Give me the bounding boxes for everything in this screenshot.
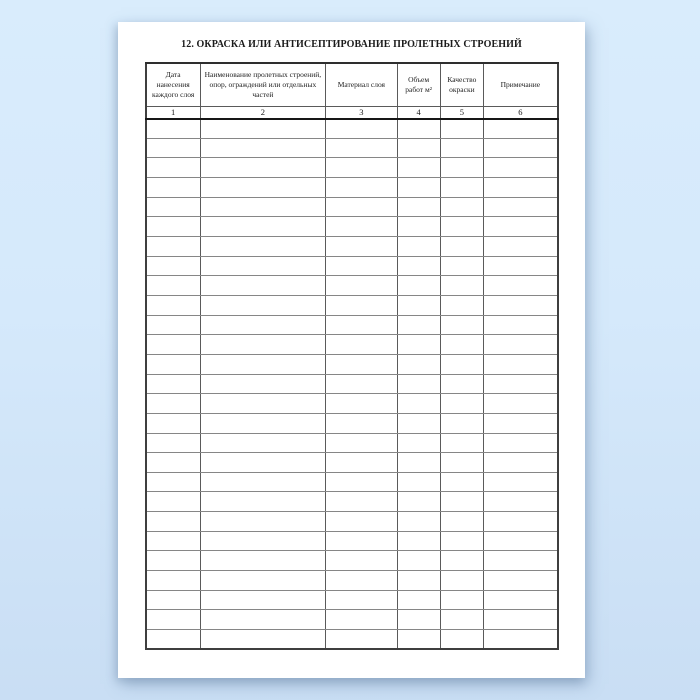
table-row — [146, 295, 558, 315]
empty-cell-layer-material — [326, 177, 398, 197]
empty-cell-date — [146, 472, 201, 492]
empty-cell-date — [146, 256, 201, 276]
empty-cell-date — [146, 374, 201, 394]
empty-cell-structure-name — [200, 472, 325, 492]
empty-cell-structure-name — [200, 374, 325, 394]
empty-cell-work-volume — [397, 236, 440, 256]
empty-cell-work-volume — [397, 492, 440, 512]
empty-cell-note — [484, 276, 558, 296]
empty-cell-work-volume — [397, 315, 440, 335]
table-header-row — [146, 63, 558, 106]
empty-cell-date — [146, 590, 201, 610]
empty-cell-work-volume — [397, 354, 440, 374]
empty-cell-date — [146, 433, 201, 453]
empty-cell-layer-material — [326, 531, 398, 551]
empty-cell-paint-quality — [440, 453, 484, 473]
empty-cell-date — [146, 453, 201, 473]
empty-cell-structure-name — [200, 335, 325, 355]
empty-cell-layer-material — [326, 158, 398, 178]
empty-cell-paint-quality — [440, 590, 484, 610]
empty-cell-paint-quality — [440, 531, 484, 551]
empty-cell-structure-name — [200, 276, 325, 296]
empty-cell-note — [484, 394, 558, 414]
table-row — [146, 276, 558, 296]
empty-cell-date — [146, 354, 201, 374]
empty-cell-work-volume — [397, 276, 440, 296]
table-row — [146, 394, 558, 414]
empty-cell-note — [484, 433, 558, 453]
empty-cell-date — [146, 335, 201, 355]
empty-cell-layer-material — [326, 138, 398, 158]
empty-cell-work-volume — [397, 512, 440, 532]
empty-cell-layer-material — [326, 374, 398, 394]
empty-cell-date — [146, 531, 201, 551]
column-number-row — [146, 106, 558, 119]
column-header-work-volume: Объем работ м² — [397, 63, 440, 106]
painting-log-table — [145, 62, 559, 650]
empty-cell-layer-material — [326, 217, 398, 237]
empty-cell-layer-material — [326, 236, 398, 256]
empty-cell-work-volume — [397, 453, 440, 473]
empty-cell-layer-material — [326, 590, 398, 610]
empty-cell-structure-name — [200, 571, 325, 591]
empty-cell-structure-name — [200, 236, 325, 256]
empty-cell-work-volume — [397, 335, 440, 355]
empty-cell-date — [146, 512, 201, 532]
empty-cell-note — [484, 256, 558, 276]
empty-cell-work-volume — [397, 138, 440, 158]
section-title: 12. ОКРАСКА ИЛИ АНТИСЕПТИРОВАНИЕ ПРОЛЕТНЫХ СТРОЕНИЙ — [181, 39, 522, 50]
empty-cell-note — [484, 472, 558, 492]
empty-cell-paint-quality — [440, 354, 484, 374]
empty-cell-layer-material — [326, 512, 398, 532]
empty-cell-note — [484, 335, 558, 355]
table-row — [146, 236, 558, 256]
empty-cell-date — [146, 394, 201, 414]
empty-cell-structure-name — [200, 551, 325, 571]
empty-cell-paint-quality — [440, 394, 484, 414]
empty-cell-layer-material — [326, 433, 398, 453]
empty-cell-work-volume — [397, 531, 440, 551]
empty-cell-paint-quality — [440, 512, 484, 532]
empty-cell-layer-material — [326, 492, 398, 512]
empty-cell-structure-name — [200, 138, 325, 158]
empty-cell-structure-name — [200, 197, 325, 217]
empty-cell-layer-material — [326, 119, 398, 139]
table-row — [146, 610, 558, 630]
empty-cell-paint-quality — [440, 630, 484, 650]
table-row — [146, 433, 558, 453]
empty-cell-paint-quality — [440, 158, 484, 178]
empty-cell-date — [146, 492, 201, 512]
table-row — [146, 571, 558, 591]
empty-cell-date — [146, 197, 201, 217]
empty-cell-paint-quality — [440, 413, 484, 433]
empty-cell-paint-quality — [440, 433, 484, 453]
empty-cell-date — [146, 630, 201, 650]
empty-cell-date — [146, 177, 201, 197]
table-row — [146, 256, 558, 276]
empty-cell-structure-name — [200, 295, 325, 315]
column-number-structure-name: 2 — [200, 106, 325, 119]
empty-cell-date — [146, 610, 201, 630]
empty-cell-date — [146, 236, 201, 256]
empty-cell-structure-name — [200, 394, 325, 414]
table-row — [146, 413, 558, 433]
column-header-structure-name: Наименование пролетных строений, опор, ограждений или отдельных частей — [200, 63, 325, 106]
column-header-layer-material: Материал слоя — [326, 63, 398, 106]
empty-cell-structure-name — [200, 119, 325, 139]
empty-cell-date — [146, 315, 201, 335]
empty-cell-paint-quality — [440, 217, 484, 237]
empty-cell-layer-material — [326, 453, 398, 473]
empty-cell-layer-material — [326, 610, 398, 630]
empty-cell-note — [484, 315, 558, 335]
empty-cell-work-volume — [397, 256, 440, 276]
empty-cell-structure-name — [200, 453, 325, 473]
table-row — [146, 512, 558, 532]
empty-cell-paint-quality — [440, 472, 484, 492]
table-row — [146, 119, 558, 139]
empty-cell-paint-quality — [440, 197, 484, 217]
empty-cell-date — [146, 217, 201, 237]
table-row — [146, 551, 558, 571]
empty-cell-layer-material — [326, 295, 398, 315]
empty-cell-note — [484, 512, 558, 532]
table-row — [146, 472, 558, 492]
empty-cell-note — [484, 571, 558, 591]
empty-cell-structure-name — [200, 217, 325, 237]
empty-cell-paint-quality — [440, 295, 484, 315]
empty-cell-paint-quality — [440, 256, 484, 276]
empty-cell-note — [484, 138, 558, 158]
empty-cell-date — [146, 413, 201, 433]
empty-cell-paint-quality — [440, 610, 484, 630]
empty-cell-work-volume — [397, 177, 440, 197]
empty-cell-date — [146, 158, 201, 178]
column-header-note: Примечание — [484, 63, 558, 106]
column-header-paint-quality: Качество окраски — [440, 63, 484, 106]
empty-cell-structure-name — [200, 256, 325, 276]
empty-cell-layer-material — [326, 472, 398, 492]
table-row — [146, 453, 558, 473]
empty-cell-note — [484, 590, 558, 610]
column-number-note: 6 — [484, 106, 558, 119]
table-row — [146, 630, 558, 650]
table-row — [146, 374, 558, 394]
empty-cell-work-volume — [397, 433, 440, 453]
table-row — [146, 590, 558, 610]
empty-cell-structure-name — [200, 531, 325, 551]
table-row — [146, 335, 558, 355]
empty-cell-layer-material — [326, 256, 398, 276]
empty-cell-note — [484, 492, 558, 512]
column-header-date: Дата нанесения каждого слоя — [146, 63, 201, 106]
empty-cell-structure-name — [200, 590, 325, 610]
empty-cell-paint-quality — [440, 571, 484, 591]
empty-cell-date — [146, 138, 201, 158]
empty-cell-work-volume — [397, 472, 440, 492]
empty-cell-work-volume — [397, 119, 440, 139]
empty-cell-structure-name — [200, 354, 325, 374]
empty-cell-work-volume — [397, 394, 440, 414]
table-row — [146, 217, 558, 237]
table-row — [146, 315, 558, 335]
table-row — [146, 158, 558, 178]
empty-cell-paint-quality — [440, 374, 484, 394]
empty-cell-work-volume — [397, 610, 440, 630]
empty-cell-note — [484, 177, 558, 197]
empty-cell-layer-material — [326, 551, 398, 571]
table-row — [146, 531, 558, 551]
empty-cell-structure-name — [200, 315, 325, 335]
empty-cell-structure-name — [200, 610, 325, 630]
empty-cell-paint-quality — [440, 492, 484, 512]
empty-cell-layer-material — [326, 197, 398, 217]
empty-cell-structure-name — [200, 158, 325, 178]
table-row — [146, 138, 558, 158]
empty-cell-paint-quality — [440, 119, 484, 139]
table-row — [146, 354, 558, 374]
empty-cell-date — [146, 119, 201, 139]
empty-cell-layer-material — [326, 571, 398, 591]
empty-cell-structure-name — [200, 512, 325, 532]
empty-cell-work-volume — [397, 551, 440, 571]
empty-cell-paint-quality — [440, 177, 484, 197]
empty-cell-work-volume — [397, 217, 440, 237]
empty-cell-date — [146, 276, 201, 296]
column-number-paint-quality: 5 — [440, 106, 484, 119]
empty-cell-layer-material — [326, 413, 398, 433]
table-row — [146, 177, 558, 197]
empty-cell-note — [484, 610, 558, 630]
empty-cell-note — [484, 236, 558, 256]
empty-cell-note — [484, 551, 558, 571]
empty-cell-note — [484, 374, 558, 394]
empty-cell-work-volume — [397, 374, 440, 394]
empty-cell-note — [484, 197, 558, 217]
empty-cell-date — [146, 571, 201, 591]
document-page — [118, 22, 585, 678]
empty-cell-layer-material — [326, 315, 398, 335]
empty-cell-note — [484, 354, 558, 374]
empty-cell-work-volume — [397, 590, 440, 610]
table-row — [146, 197, 558, 217]
empty-cell-structure-name — [200, 413, 325, 433]
empty-cell-structure-name — [200, 492, 325, 512]
empty-cell-layer-material — [326, 335, 398, 355]
empty-cell-work-volume — [397, 158, 440, 178]
empty-cell-note — [484, 630, 558, 650]
column-number-date: 1 — [146, 106, 201, 119]
empty-cell-structure-name — [200, 433, 325, 453]
empty-cell-work-volume — [397, 413, 440, 433]
empty-cell-work-volume — [397, 197, 440, 217]
empty-cell-date — [146, 551, 201, 571]
empty-cell-note — [484, 413, 558, 433]
empty-cell-note — [484, 158, 558, 178]
empty-cell-paint-quality — [440, 236, 484, 256]
empty-cell-date — [146, 295, 201, 315]
empty-cell-work-volume — [397, 295, 440, 315]
empty-cell-layer-material — [326, 354, 398, 374]
empty-cell-paint-quality — [440, 551, 484, 571]
empty-cell-structure-name — [200, 177, 325, 197]
empty-cell-layer-material — [326, 394, 398, 414]
empty-cell-paint-quality — [440, 138, 484, 158]
empty-cell-layer-material — [326, 630, 398, 650]
empty-cell-paint-quality — [440, 335, 484, 355]
empty-cell-note — [484, 453, 558, 473]
empty-cell-layer-material — [326, 276, 398, 296]
empty-cell-work-volume — [397, 630, 440, 650]
empty-cell-structure-name — [200, 630, 325, 650]
empty-cell-work-volume — [397, 571, 440, 591]
empty-cell-paint-quality — [440, 315, 484, 335]
empty-cell-note — [484, 531, 558, 551]
empty-cell-note — [484, 217, 558, 237]
column-number-layer-material: 3 — [326, 106, 398, 119]
empty-cell-note — [484, 295, 558, 315]
table-row — [146, 492, 558, 512]
column-number-work-volume: 4 — [397, 106, 440, 119]
empty-cell-paint-quality — [440, 276, 484, 296]
empty-cell-note — [484, 119, 558, 139]
